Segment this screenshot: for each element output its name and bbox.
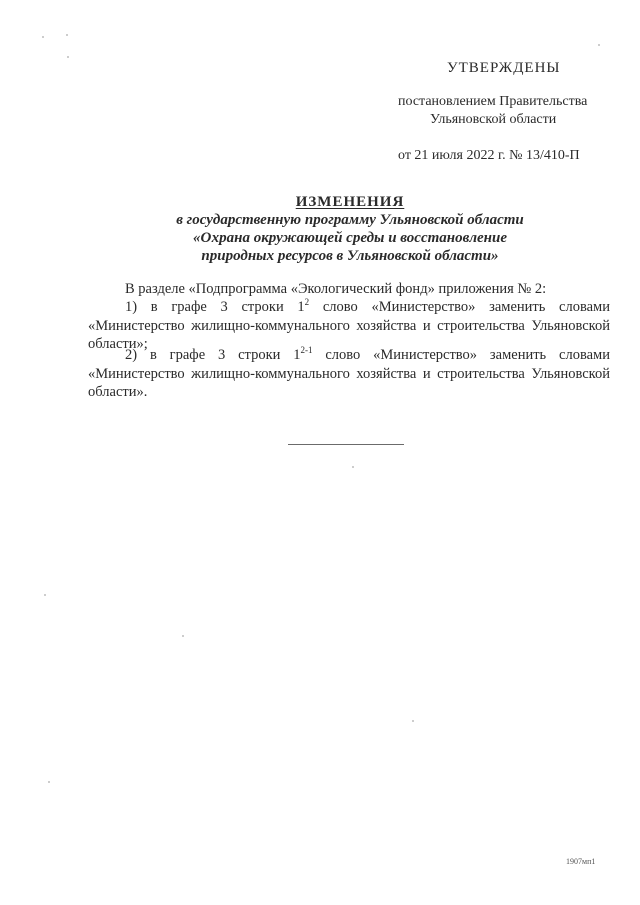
title-subline-3: природных ресурсов в Ульяновской области» xyxy=(201,248,499,264)
item-2-prefix: 2) в графе 3 строки 1 xyxy=(125,347,301,363)
item-2-text: слово «Министерство» заменить словами «Министерство жилищно-коммунального хозяйства и строительства Ульяновской области». xyxy=(88,347,610,400)
scan-speck xyxy=(182,635,184,637)
scan-speck xyxy=(598,44,600,46)
item-2-superscript: 2-1 xyxy=(300,345,313,356)
item-1-prefix: 1) в графе 3 строки 1 xyxy=(125,299,305,315)
amendment-item-2 xyxy=(88,346,610,402)
decree-date: от 21 июля 2022 г. № 13/410-П xyxy=(398,148,580,163)
approval-stamp-heading: УТВЕРЖДЕНЫ xyxy=(447,60,561,76)
title-subline-1: в государственную программу Ульяновской области xyxy=(176,212,524,228)
item-1-text: слово «Министерство» заменить словами «Министерство жилищно-коммунального хозяйства и строительства Ульяновской области»; xyxy=(88,299,610,352)
decree-line-1: постановлением Правительства xyxy=(398,94,588,109)
intro-paragraph: В разделе «Подпрограмма «Экологический фонд» приложения № 2: xyxy=(125,281,547,297)
scan-speck xyxy=(44,594,46,596)
item-1-superscript: 2 xyxy=(304,297,310,308)
end-divider-line xyxy=(288,444,404,445)
scan-speck xyxy=(66,34,68,36)
document-title: ИЗМЕНЕНИЯ xyxy=(295,194,405,210)
scan-speck xyxy=(67,56,69,58)
scan-speck xyxy=(48,781,50,783)
scan-speck xyxy=(412,720,414,722)
decree-line-2: Ульяновской области xyxy=(430,112,557,127)
scan-speck xyxy=(352,466,354,468)
footer-code: 1907мп1 xyxy=(566,857,596,866)
title-subline-2: «Охрана окружающей среды и восстановление xyxy=(193,230,507,246)
scan-speck xyxy=(42,36,44,38)
